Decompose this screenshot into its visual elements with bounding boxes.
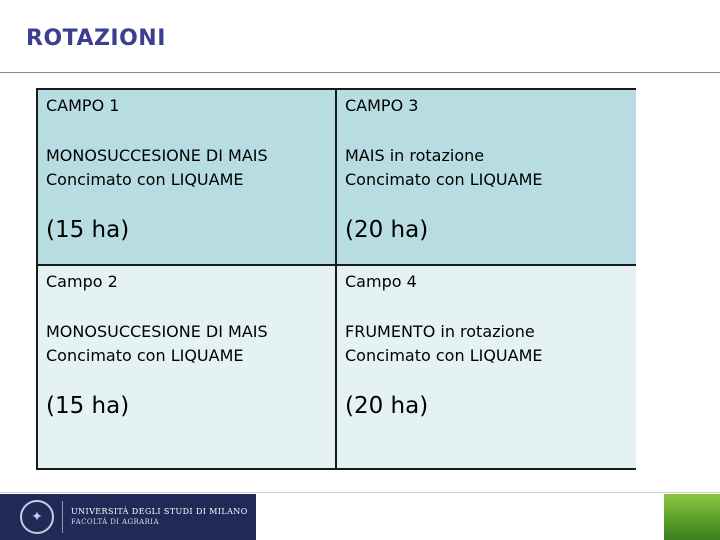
rotation-grid bbox=[36, 88, 636, 470]
logo-divider bbox=[62, 501, 63, 533]
university-name: UNIVERSITÀ DEGLI STUDI DI MILANO bbox=[71, 507, 248, 516]
field-description bbox=[46, 320, 327, 368]
slide-title: ROTAZIONI bbox=[26, 26, 166, 51]
field-description bbox=[345, 320, 628, 368]
field-area: (15 ha) bbox=[46, 217, 130, 243]
field-crop: FRUMENTO in rotazione bbox=[345, 322, 535, 341]
university-logo bbox=[0, 494, 256, 540]
logo-text bbox=[71, 506, 248, 528]
footer-divider bbox=[0, 492, 720, 493]
field-cell-2 bbox=[38, 266, 337, 468]
field-fertilization: Concimato con LIQUAME bbox=[46, 346, 244, 365]
field-crop: MONOSUCCESIONE DI MAIS bbox=[46, 146, 268, 165]
field-area: (15 ha) bbox=[46, 393, 130, 419]
university-seal-icon: ✦ bbox=[20, 500, 54, 534]
title-divider bbox=[0, 72, 720, 73]
field-name: CAMPO 3 bbox=[345, 96, 419, 115]
field-description bbox=[345, 144, 628, 192]
field-area: (20 ha) bbox=[345, 217, 429, 243]
field-name: Campo 4 bbox=[345, 272, 417, 291]
field-cell-3 bbox=[337, 90, 636, 266]
field-cell-1 bbox=[38, 90, 337, 266]
field-name: Campo 2 bbox=[46, 272, 118, 291]
field-name: CAMPO 1 bbox=[46, 96, 120, 115]
accent-block bbox=[664, 494, 720, 540]
field-area: (20 ha) bbox=[345, 393, 429, 419]
field-crop: MAIS in rotazione bbox=[345, 146, 485, 165]
field-fertilization: Concimato con LIQUAME bbox=[345, 170, 543, 189]
faculty-name: FACOLTÀ DI AGRARIA bbox=[71, 518, 159, 526]
field-fertilization: Concimato con LIQUAME bbox=[345, 346, 543, 365]
field-cell-4 bbox=[337, 266, 636, 468]
field-crop: MONOSUCCESIONE DI MAIS bbox=[46, 322, 268, 341]
field-description bbox=[46, 144, 327, 192]
field-fertilization: Concimato con LIQUAME bbox=[46, 170, 244, 189]
